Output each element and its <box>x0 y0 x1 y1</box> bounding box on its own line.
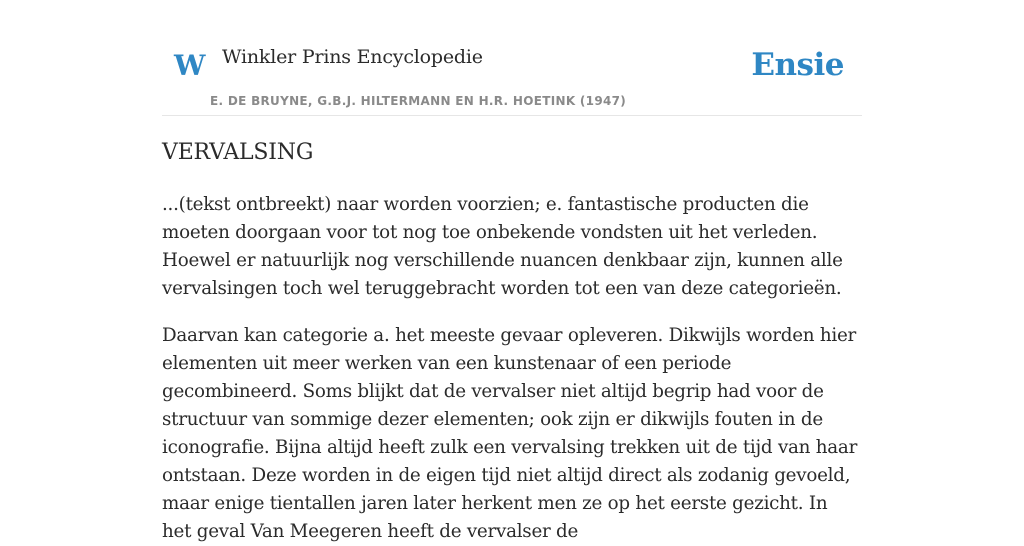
article-paragraph: Daarvan kan categorie a. het meeste gevaar opleveren. Dikwijls worden hier elementen uit meer werken van een kunstenaar of een periode gecombineerd. Soms blijkt dat de vervalser niet altijd begrip had voor de structuur van sommige dezer elementen; ook zijn er dikwijls fouten in de iconografie. Bijna altijd heeft zulk een vervalsing trekken uit de tijd van haar ontstaan. Deze worden in de eigen tijd niet altijd direct als zodanig gevoeld, maar enige tientallen jaren later herkent men ze op het eerste gezicht. In het geval Van Meegeren heeft de vervalser de <box>162 325 858 542</box>
entry-title: VERVALSING <box>162 140 314 165</box>
publication-title[interactable]: Winkler Prins Encyclopedie <box>222 46 483 68</box>
publication-authors: E. DE BRUYNE, G.B.J. HILTERMANN EN H.R. HOETINK (1947) <box>210 94 627 108</box>
header <box>162 0 862 116</box>
ensie-brand-link[interactable]: Ensie <box>751 47 844 83</box>
winkler-prins-logo-icon[interactable]: W <box>174 49 206 82</box>
article-paragraph: ...(tekst ontbreekt) naar worden voorzien; e. fantastische producten die moeten doorgaan voor tot nog toe onbekende vondsten uit het verleden. Hoewel er natuurlijk nog verschillende nuancen denkbaar zijn, kunnen alle vervalsingen toch wel teruggebracht worden tot een van deze categorieën. <box>162 194 843 299</box>
page <box>162 0 862 546</box>
